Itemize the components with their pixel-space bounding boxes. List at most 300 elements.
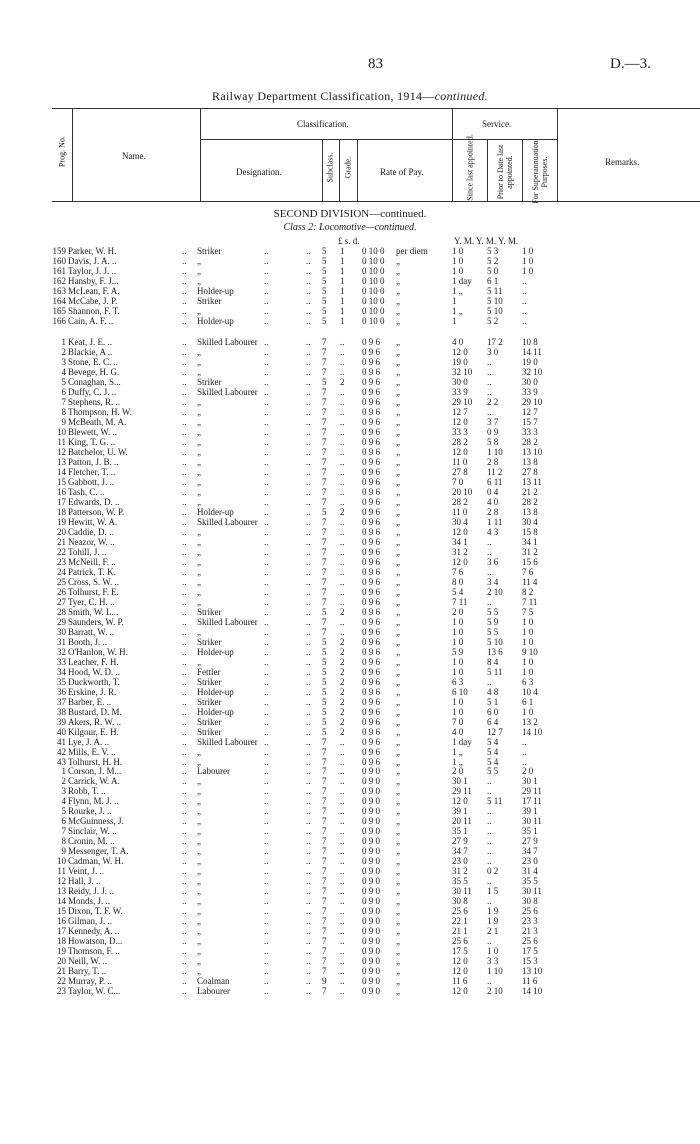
prog-no-cell: 32 xyxy=(57,647,66,657)
table-row xyxy=(0,856,700,866)
designation-cell: „ xyxy=(197,567,201,577)
service-header: Service. xyxy=(482,119,512,129)
prog-no-cell: 1 xyxy=(61,766,66,776)
prog-no-cell: 41 xyxy=(57,737,66,747)
service-since-cell: 12 7 xyxy=(452,407,468,417)
rate-of-pay-cell: 0 9 6 xyxy=(362,527,380,537)
leader-dots: .. xyxy=(264,866,269,876)
leader-dots: .. xyxy=(306,776,311,786)
leader-dots: .. xyxy=(306,507,311,517)
per-cell: „ xyxy=(396,537,400,547)
leader-dots: .. xyxy=(182,936,187,946)
per-cell: „ xyxy=(396,286,400,296)
subclass-cell: 5 xyxy=(322,377,327,387)
service-prior-cell: 3 3 xyxy=(487,956,499,966)
service-super-cell: 1 0 xyxy=(522,266,534,276)
name-cell: Monds, J. .. xyxy=(68,896,111,906)
leader-dots: .. xyxy=(264,766,269,776)
subclass-cell: 5 xyxy=(322,286,327,296)
name-cell: Cain, A. F. .. xyxy=(68,316,114,326)
leader-dots: .. xyxy=(306,306,311,316)
name-cell: Thompson, H. W. xyxy=(68,407,132,417)
table-row xyxy=(0,846,700,856)
designation-cell: „ xyxy=(197,587,201,597)
rate-of-pay-cell: 0 9 6 xyxy=(362,537,380,547)
designation-cell: „ xyxy=(197,906,201,916)
service-super-cell: 30 11 xyxy=(522,886,542,896)
leader-dots: .. xyxy=(306,986,311,996)
leader-dots: .. xyxy=(182,246,187,256)
service-super-cell: .. xyxy=(522,316,527,326)
service-super-cell: 1 0 xyxy=(522,246,534,256)
leader-dots: .. xyxy=(182,707,187,717)
rate-of-pay-cell: 0 9 6 xyxy=(362,687,380,697)
subclass-cell: 5 xyxy=(322,637,327,647)
subclass-cell: 7 xyxy=(322,427,327,437)
name-cell: Reidy, J. J. .. xyxy=(68,886,114,896)
name-cell: Hood, W. D. .. xyxy=(68,667,121,677)
leader-dots: .. xyxy=(306,727,311,737)
per-cell: „ xyxy=(396,766,400,776)
designation-cell: Coalman xyxy=(197,976,230,986)
prog-no-cell: 37 xyxy=(57,697,66,707)
prog-no-cell: 29 xyxy=(57,617,66,627)
leader-dots: .. xyxy=(306,886,311,896)
per-cell: „ xyxy=(396,607,400,617)
rate-of-pay-cell: 0 9 6 xyxy=(362,757,380,767)
table-row xyxy=(0,826,700,836)
leader-dots: .. xyxy=(264,527,269,537)
grade-cell: .. xyxy=(340,747,345,757)
service-since-cell: 4 0 xyxy=(452,337,464,347)
service-prior-cell: .. xyxy=(487,677,492,687)
service-prior-cell: .. xyxy=(487,786,492,796)
classification-header: Classification. xyxy=(297,119,349,129)
leader-dots: .. xyxy=(264,816,269,826)
subclass-cell: 5 xyxy=(322,707,327,717)
prog-no-cell: 39 xyxy=(57,717,66,727)
per-cell: „ xyxy=(396,517,400,527)
prog-no-cell: 5 xyxy=(61,806,66,816)
designation-cell: „ xyxy=(197,806,201,816)
name-cell: King, T. G. .. xyxy=(68,437,116,447)
leader-dots: .. xyxy=(264,597,269,607)
designation-cell: Striker xyxy=(197,246,222,256)
per-cell: „ xyxy=(396,507,400,517)
service-since-cell: 6 3 xyxy=(452,677,464,687)
rate-of-pay-cell: 0 9 0 xyxy=(362,786,380,796)
service-prior-cell: .. xyxy=(487,826,492,836)
prog-no-cell: 26 xyxy=(57,587,66,597)
leader-dots: .. xyxy=(182,667,187,677)
table-row xyxy=(0,276,700,286)
rate-of-pay-cell: 0 9 6 xyxy=(362,677,380,687)
subclass-cell: 7 xyxy=(322,856,327,866)
service-since-cell: 6 10 xyxy=(452,687,468,697)
service-super-cell: 14 11 xyxy=(522,347,542,357)
designation-cell: „ xyxy=(197,357,201,367)
rate-of-pay-cell: 0 9 0 xyxy=(362,956,380,966)
table-row xyxy=(0,876,700,886)
leader-dots: .. xyxy=(264,296,269,306)
name-cell: Parker, W. H. xyxy=(68,246,117,256)
service-super-cell: 21 2 xyxy=(522,487,538,497)
service-super-cell: 12 7 xyxy=(522,407,538,417)
service-prior-cell: 2 8 xyxy=(487,457,499,467)
table-row xyxy=(0,437,700,447)
service-since-cell: 20 11 xyxy=(452,816,472,826)
leader-dots: .. xyxy=(306,657,311,667)
name-cell: Barber, E. .. xyxy=(68,697,112,707)
leader-dots: .. xyxy=(264,846,269,856)
service-prior-cell: 1 9 xyxy=(487,916,499,926)
service-since-cell: 7 11 xyxy=(452,597,468,607)
service-super-cell: 21 3 xyxy=(522,926,538,936)
service-since-cell: 30 8 xyxy=(452,896,468,906)
remarks-header: Remarks. xyxy=(605,157,640,167)
service-since-cell: 1 „ xyxy=(452,747,463,757)
rate-of-pay-cell: 0 9 0 xyxy=(362,886,380,896)
leader-dots: .. xyxy=(264,757,269,767)
rate-of-pay-cell: 0 10 0 xyxy=(362,316,385,326)
service-super-cell: 28 2 xyxy=(522,437,538,447)
service-prior-cell: 4 3 xyxy=(487,527,499,537)
designation-cell: „ xyxy=(197,866,201,876)
grade-cell: 2 xyxy=(340,707,345,717)
grade-cell: .. xyxy=(340,956,345,966)
service-since-cell: 5 4 xyxy=(452,587,464,597)
service-since-cell: 1 0 xyxy=(452,246,464,256)
grade-cell: .. xyxy=(340,757,345,767)
service-since-cell: 17 5 xyxy=(452,946,468,956)
grade-cell: .. xyxy=(340,866,345,876)
service-since-cell: 1 0 xyxy=(452,627,464,637)
leader-dots: .. xyxy=(182,377,187,387)
per-cell: „ xyxy=(396,647,400,657)
rate-of-pay-cell: 0 9 0 xyxy=(362,806,380,816)
per-cell: „ xyxy=(396,306,400,316)
name-cell: Carrick, W. A. xyxy=(68,776,120,786)
prog-no-cell: 8 xyxy=(61,836,66,846)
leader-dots: .. xyxy=(182,537,187,547)
per-cell: „ xyxy=(396,727,400,737)
leader-dots: .. xyxy=(306,427,311,437)
grade-cell: 2 xyxy=(340,657,345,667)
leader-dots: .. xyxy=(264,417,269,427)
designation-header: Designation. xyxy=(236,167,282,177)
leader-dots: .. xyxy=(182,367,187,377)
grade-cell: .. xyxy=(340,517,345,527)
designation-cell: Labourer xyxy=(197,766,230,776)
subclass-cell: 7 xyxy=(322,786,327,796)
leader-dots: .. xyxy=(264,397,269,407)
service-super-cell: 14 10 xyxy=(522,986,543,996)
rate-of-pay-cell: 0 9 0 xyxy=(362,936,380,946)
per-cell: „ xyxy=(396,337,400,347)
service-super-cell: .. xyxy=(522,306,527,316)
grade-cell: .. xyxy=(340,816,345,826)
leader-dots: .. xyxy=(306,816,311,826)
rate-of-pay-cell: 0 9 6 xyxy=(362,747,380,757)
leader-dots: .. xyxy=(306,876,311,886)
service-prior-cell: 2 10 xyxy=(487,587,503,597)
table-row xyxy=(0,537,700,547)
service-super-cell: 6 3 xyxy=(522,677,534,687)
leader-dots: .. xyxy=(182,737,187,747)
table-row xyxy=(0,717,700,727)
designation-cell: Holder-up xyxy=(197,507,234,517)
table-row xyxy=(0,727,700,737)
leader-dots: .. xyxy=(182,657,187,667)
service-prior-cell: 5 4 xyxy=(487,747,499,757)
table-row xyxy=(0,246,700,256)
prog-no-cell: 12 xyxy=(57,447,66,457)
service-since-cell: 33 9 xyxy=(452,387,468,397)
per-cell: „ xyxy=(396,796,400,806)
per-cell: „ xyxy=(396,377,400,387)
leader-dots: .. xyxy=(306,266,311,276)
rate-of-pay-cell: 0 9 6 xyxy=(362,357,380,367)
per-cell: „ xyxy=(396,557,400,567)
name-cell: Fletcher, T. .. xyxy=(68,467,116,477)
designation-cell: „ xyxy=(197,306,201,316)
service-prior-cell: 2 1 xyxy=(487,926,499,936)
service-prior-cell: 5 0 xyxy=(487,266,499,276)
subclass-cell: 7 xyxy=(322,826,327,836)
rate-of-pay-cell: 0 9 6 xyxy=(362,667,380,677)
leader-dots: .. xyxy=(182,477,187,487)
prog-no-cell: 164 xyxy=(52,296,66,306)
service-super-cell: 10 4 xyxy=(522,687,538,697)
leader-dots: .. xyxy=(306,286,311,296)
table-row xyxy=(0,906,700,916)
service-prior-cell: .. xyxy=(487,357,492,367)
service-super-cell: 31 2 xyxy=(522,547,538,557)
leader-dots: .. xyxy=(264,497,269,507)
table-row xyxy=(0,926,700,936)
per-cell: „ xyxy=(396,266,400,276)
designation-cell: „ xyxy=(197,367,201,377)
leader-dots: .. xyxy=(264,457,269,467)
per-cell: „ xyxy=(396,826,400,836)
service-super-cell: 13 2 xyxy=(522,717,538,727)
prog-no-cell: 24 xyxy=(57,567,66,577)
name-cell: Taylor, W. C... xyxy=(68,986,121,996)
table-row xyxy=(0,836,700,846)
leader-dots: .. xyxy=(306,296,311,306)
service-super-cell: 13 10 xyxy=(522,447,543,457)
leader-dots: .. xyxy=(264,677,269,687)
table-row xyxy=(0,316,700,326)
name-cell: Hall, J. .. xyxy=(68,876,101,886)
service-prior-cell: 5 5 xyxy=(487,627,499,637)
service-since-cell: 25 6 xyxy=(452,936,468,946)
grade-cell: .. xyxy=(340,976,345,986)
grade-cell: 2 xyxy=(340,607,345,617)
leader-dots: .. xyxy=(264,637,269,647)
leader-dots: .. xyxy=(264,246,269,256)
designation-cell: „ xyxy=(197,467,201,477)
service-prior-cell: 17 2 xyxy=(487,337,503,347)
designation-cell: Striker xyxy=(197,727,222,737)
service-super-cell: 27 8 xyxy=(522,467,538,477)
subclass-cell: 7 xyxy=(322,737,327,747)
service-super-cell: .. xyxy=(522,747,527,757)
service-super-cell: .. xyxy=(522,757,527,767)
grade-cell: .. xyxy=(340,447,345,457)
service-since-cell: 1 0 xyxy=(452,697,464,707)
grade-cell: .. xyxy=(340,617,345,627)
service-super-cell: 13 8 xyxy=(522,457,538,467)
service-prior-cell: 0 4 xyxy=(487,487,499,497)
service-prior-cell: 5 5 xyxy=(487,766,499,776)
service-prior-cell: 6 1 xyxy=(487,276,499,286)
service-super-cell: 15 6 xyxy=(522,557,538,567)
per-cell: „ xyxy=(396,527,400,537)
service-since-cell: 1 day xyxy=(452,276,472,286)
grade-cell: .. xyxy=(340,537,345,547)
per-cell: „ xyxy=(396,367,400,377)
service-prior-cell: .. xyxy=(487,846,492,856)
grade-cell: .. xyxy=(340,587,345,597)
designation-cell: „ xyxy=(197,757,201,767)
subclass-cell: 7 xyxy=(322,437,327,447)
rate-of-pay-cell: 0 9 0 xyxy=(362,876,380,886)
grade-cell: .. xyxy=(340,557,345,567)
leader-dots: .. xyxy=(182,956,187,966)
rate-of-pay-cell: 0 9 0 xyxy=(362,776,380,786)
grade-cell: .. xyxy=(340,427,345,437)
designation-cell: „ xyxy=(197,497,201,507)
leader-dots: .. xyxy=(182,757,187,767)
service-prior-cell: 3 7 xyxy=(487,417,499,427)
service-super-cell: 39 1 xyxy=(522,806,538,816)
table-row xyxy=(0,367,700,377)
service-prior-cell: .. xyxy=(487,567,492,577)
service-super-cell: 29 10 xyxy=(522,397,543,407)
prog-no-cell: 6 xyxy=(61,816,66,826)
table-row xyxy=(0,886,700,896)
service-super-cell: 9 10 xyxy=(522,647,538,657)
service-super-cell: 31 4 xyxy=(522,866,538,876)
subclass-cell: 7 xyxy=(322,367,327,377)
rate-of-pay-cell: 0 9 6 xyxy=(362,567,380,577)
subclass-cell: 7 xyxy=(322,397,327,407)
designation-cell: Striker xyxy=(197,607,222,617)
leader-dots: .. xyxy=(306,866,311,876)
leader-dots: .. xyxy=(306,796,311,806)
service-since-cell: 12 0 xyxy=(452,417,468,427)
leader-dots: .. xyxy=(306,337,311,347)
leader-dots: .. xyxy=(182,517,187,527)
designation-cell: „ xyxy=(197,597,201,607)
service-since-cell: 11 0 xyxy=(452,507,468,517)
prog-no-cell: 15 xyxy=(57,906,66,916)
rate-of-pay-cell: 0 9 6 xyxy=(362,657,380,667)
grade-cell: .. xyxy=(340,986,345,996)
prog-no-cell: 18 xyxy=(57,936,66,946)
subclass-cell: 9 xyxy=(322,976,327,986)
leader-dots: .. xyxy=(182,276,187,286)
class-heading: Class 2: Locomotive—continued. xyxy=(283,222,417,233)
leader-dots: .. xyxy=(264,337,269,347)
pay-units: £ s. d. xyxy=(338,236,360,246)
leader-dots: .. xyxy=(264,836,269,846)
leader-dots: .. xyxy=(264,627,269,637)
name-cell: Neazor, W. .. xyxy=(68,537,115,547)
leader-dots: .. xyxy=(306,687,311,697)
per-cell: „ xyxy=(396,547,400,557)
leader-dots: .. xyxy=(264,936,269,946)
grade-header: Grade. xyxy=(343,156,353,179)
prog-no-cell: 10 xyxy=(57,856,66,866)
service-units: Y. M. Y. M. Y. M. xyxy=(454,236,519,246)
prog-no-cell: 160 xyxy=(52,256,66,266)
prog-no-cell: 21 xyxy=(57,537,66,547)
leader-dots: .. xyxy=(264,986,269,996)
service-since-cell: 33 3 xyxy=(452,427,468,437)
table-row xyxy=(0,457,700,467)
designation-cell: „ xyxy=(197,936,201,946)
prog-no-cell: 2 xyxy=(61,347,66,357)
per-cell: „ xyxy=(396,856,400,866)
service-prior-cell: 11 2 xyxy=(487,467,503,477)
service-since-cell: 12 0 xyxy=(452,966,468,976)
prog-no-cell: 9 xyxy=(61,846,66,856)
service-since-cell: 34 1 xyxy=(452,537,468,547)
rate-of-pay-cell: 0 9 6 xyxy=(362,557,380,567)
leader-dots: .. xyxy=(182,946,187,956)
table-row xyxy=(0,347,700,357)
rate-of-pay-cell: 0 9 0 xyxy=(362,906,380,916)
leader-dots: .. xyxy=(182,357,187,367)
leader-dots: .. xyxy=(264,707,269,717)
subclass-cell: 7 xyxy=(322,986,327,996)
subclass-cell: 5 xyxy=(322,246,327,256)
subclass-cell: 7 xyxy=(322,956,327,966)
leader-dots: .. xyxy=(264,517,269,527)
rate-of-pay-cell: 0 9 0 xyxy=(362,976,380,986)
prog-no-cell: 13 xyxy=(57,886,66,896)
per-cell: „ xyxy=(396,966,400,976)
subclass-cell: 7 xyxy=(322,776,327,786)
designation-cell: Striker xyxy=(197,717,222,727)
prog-no-cell: 2 xyxy=(61,776,66,786)
service-since-cell: 1 0 xyxy=(452,266,464,276)
subclass-cell: 5 xyxy=(322,727,327,737)
table-row xyxy=(0,816,700,826)
service-since-cell: 12 0 xyxy=(452,527,468,537)
service-super-cell: 10 8 xyxy=(522,337,538,347)
name-cell: Rourke, J. .. xyxy=(68,806,112,816)
rate-of-pay-cell: 0 9 6 xyxy=(362,547,380,557)
subclass-cell: 7 xyxy=(322,806,327,816)
designation-cell: „ xyxy=(197,437,201,447)
leader-dots: .. xyxy=(264,437,269,447)
designation-cell: „ xyxy=(197,477,201,487)
service-since-cell: 1 0 xyxy=(452,617,464,627)
service-since-cell: 31 2 xyxy=(452,866,468,876)
division-heading: SECOND DIVISION—continued. xyxy=(273,208,427,220)
service-super-cell: 13 8 xyxy=(522,507,538,517)
subclass-cell: 7 xyxy=(322,627,327,637)
subclass-cell: 5 xyxy=(322,296,327,306)
subclass-cell: 7 xyxy=(322,537,327,547)
leader-dots: .. xyxy=(264,916,269,926)
subclass-cell: 7 xyxy=(322,527,327,537)
leader-dots: .. xyxy=(182,727,187,737)
service-prior-cell: 2 2 xyxy=(487,397,499,407)
